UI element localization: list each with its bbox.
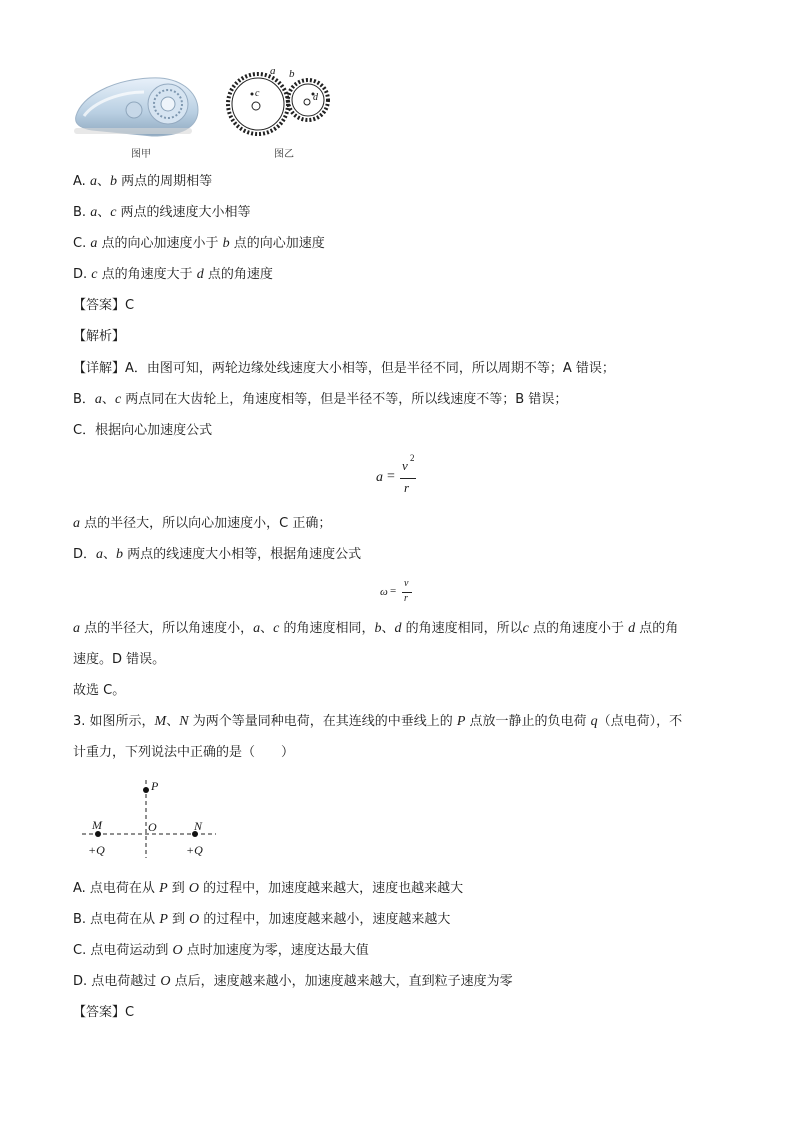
formula-centripetal: a = v 2 r xyxy=(376,453,415,495)
gear-label-b: b xyxy=(289,68,295,80)
label-charge-m: +Q xyxy=(88,843,105,857)
option-b: B. a、c 两点的线速度大小相等 xyxy=(73,205,251,220)
formula-angular-velocity: ω = v r xyxy=(380,578,420,612)
detail-d-line2: a 点的半径大，所以角速度小，a、c 的角速度相同，b、d 的角速度相同，所以c 点的角速度小于 d 点的角 xyxy=(73,621,679,636)
q3-option-c: C. 点电荷运动到 O 点时加速度为零，速度达最大值 xyxy=(73,943,369,958)
answer-q2: 【答案】C xyxy=(73,298,135,313)
conclusion-q2: 故选 C。 xyxy=(73,683,126,698)
detail-a: 【详解】A．由图可知，两轮边缘处线速度大小相等，但是半径不同，所以周期不等；A 错误； xyxy=(73,361,615,376)
option-d: D. c 点的角速度大于 d 点的角速度 xyxy=(73,267,273,282)
label-n: N xyxy=(194,819,203,833)
figure-caption-right: 图乙 xyxy=(274,149,294,160)
detail-b: B．a、c 两点同在大齿轮上，角速度相等，但是半径不等，所以线速度不等；B 错误； xyxy=(73,392,568,407)
big-gear xyxy=(228,74,288,134)
small-gear xyxy=(288,80,328,120)
figure-tape-dispenser xyxy=(72,70,202,142)
gear-label-c: c xyxy=(255,88,260,99)
answer-q3: 【答案】C xyxy=(73,1005,135,1020)
gear-label-a: a xyxy=(270,65,276,77)
q3-option-b: B. 点电荷在从 P 到 O 的过程中，加速度越来越小，速度越来越大 xyxy=(73,912,451,927)
label-p: P xyxy=(151,779,159,793)
tape-dispenser-icon xyxy=(72,70,202,142)
q3-stem-line1: 3. 如图所示，M、N 为两个等量同种电荷，在其连线的中垂线上的 P 点放一静止的负电荷 q（点电荷），不 xyxy=(73,714,683,729)
point-p xyxy=(143,787,149,793)
q3-option-d: D. 点电荷越过 O 点后，速度越来越小，加速度越来越大，直到粒子速度为零 xyxy=(73,974,513,989)
label-charge-n: +Q xyxy=(186,843,203,857)
fraction-bar xyxy=(400,478,416,479)
gears-diagram xyxy=(220,64,332,142)
detail-d-line3: 速度。D 错误。 xyxy=(73,652,166,667)
figure-gears xyxy=(220,64,332,142)
gear-label-d: d xyxy=(313,92,318,103)
detail-c-conclusion: a 点的半径大，所以向心加速度小，C 正确； xyxy=(73,516,332,531)
label-o: O xyxy=(148,820,157,834)
q3-option-a: A. 点电荷在从 P 到 O 的过程中，加速度越来越大，速度也越来越大 xyxy=(73,881,464,896)
q3-stem-line2: 计重力，下列说法中正确的是（ ） xyxy=(73,745,295,760)
option-c: C. a 点的向心加速度小于 b 点的向心加速度 xyxy=(73,236,325,251)
option-a: A. a、b 两点的周期相等 xyxy=(73,174,213,189)
label-m: M xyxy=(92,818,102,832)
figure-caption-left: 图甲 xyxy=(131,149,151,160)
analysis-heading: 【解析】 xyxy=(73,329,126,344)
detail-d: D．a、b 两点的线速度大小相等，根据角速度公式 xyxy=(73,547,362,562)
detail-c: C．根据向心加速度公式 xyxy=(73,423,213,438)
